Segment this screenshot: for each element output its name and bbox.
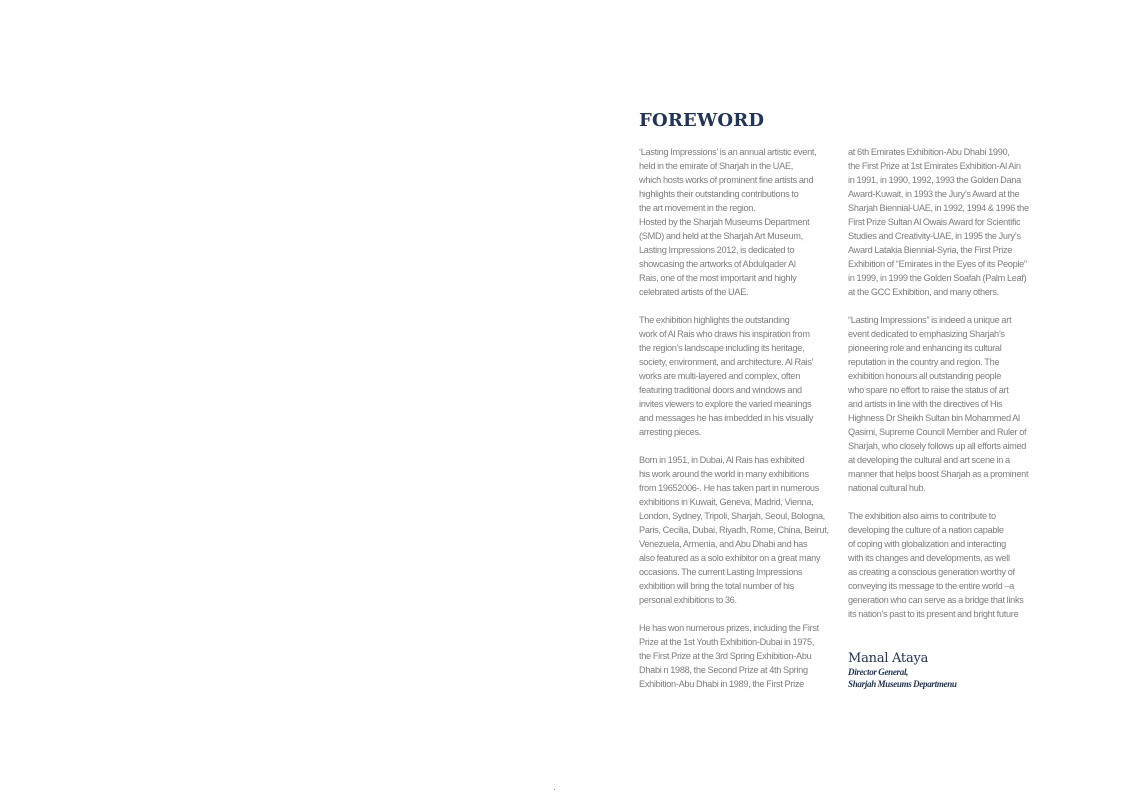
signature-block [848, 651, 1044, 690]
paragraph-prizes-continued: at 6th Emirates Exhibition-Abu Dhabi 1990, the First Prize at 1st Emirates Exhibition-Al Ain in 1991, in 1990, 1992, 1993 the Golden Dana Award-Kuwait, in 1993 the Jury’s Award at the Sharjah Biennial-UAE, in 1992, 1994 & 1996 the First Prize Sultan Al Owais Award for Scientific Studies and Creativity-UAE, in 1995 the Jury’s Award Latakia Biennial-Syria, the First Prize Exhibition of “Emirates in the Eyes of its People” in 1999, in 1999 the Golden Soafah (Palm Leaf) at the GCC Exhibition, and many others. [848, 147, 1029, 297]
paragraph-hosted: Hosted by the Sharjah Museums Department (SMD) and held at the Sharjah Art Museum, Lasting Impressions 2012, is dedicated to showcasing the artworks of Abdulqader Al Rais, one of the most important and highly celebrated artists of the UAE. [639, 217, 810, 297]
page-mark [554, 789, 555, 790]
paragraph-prizes: He has won numerous prizes, including the First Prize at the 1st Youth Exhibition-Dubai in 1975, the First Prize at the 3rd Spring Exhibition-Abu Dhabi n 1988, the Second Prize at 4th Spring Exhibition-Abu Dhabi in 1989, the First Prize [639, 623, 819, 689]
signatory-title: Director General, [848, 667, 909, 677]
signatory-name: Manal Ataya [848, 651, 929, 666]
paragraph-biography: Born in 1951, in Dubai, Al Rais has exhibited his work around the world in many exhibitions from 19652006-. He has taken part in numerous exhibitions in Kuwait, Geneva, Madrid, Vienna, London, Sydney, Tripoli, Sharjah, Seoul, Bologna, Paris, Cecilia, Dubai, Riyadh, Rome, China, Beirut, Venezuela, Armenia, and Abu Dhabi and has also featured as a solo exhibitor on a great many occasions. The current Lasting Impressions exhibition will bring the total number of his personal exhibitions to 36. [639, 455, 829, 605]
text-column-left [639, 145, 833, 705]
paragraph-unique-event: “Lasting Impressions” is indeed a unique art event dedicated to emphasizing Sharjah’s pioneering role and enhancing its cultural reputation in the country and region. The exhibition honours all outstanding people who spare no effort to raise the status of art and artists in line with the directives of His Highness Dr Sheikh Sultan bin Mohammed Al Qasimi, Supreme Council Member and Ruler of Sharjah, who closely follows up all efforts aimed at developing the cultural and art scene in a manner that helps boost Sharjah as a prominent national cultural hub. [848, 315, 1029, 493]
paragraph-intro: ‘Lasting Impressions’ is an annual artistic event, held in the emirate of Sharjah in the UAE, which hosts works of prominent fine artists and highlights their outstanding contributions to the art movement in the region. [639, 147, 817, 213]
signatory-organization: Sharjah Museums Departmenu [848, 679, 957, 689]
text-column-right [848, 145, 1044, 690]
paragraph-aims: The exhibition also aims to contribute to developing the culture of a nation capable of coping with globalization and interacting with its changes and developments, as well as creating a conscious generation worthy of conveying its message to the entire world –a generation who can serve as a bridge that links its nation’s past to its present and bright future [848, 511, 1024, 619]
foreword-heading: FOREWORD [639, 110, 765, 131]
paragraph-highlights: The exhibition highlights the outstanding work of Al Rais who draws his inspiration from the region’s landscape including its heritage, society, environment, and architecture. Al Rais’ works are multi-layered and complex, often featuring traditional doors and windows and invites viewers to explore the varied meanings and messages he has imbedded in his visually arresting pieces. [639, 315, 814, 437]
left-page-blank [0, 0, 561, 792]
